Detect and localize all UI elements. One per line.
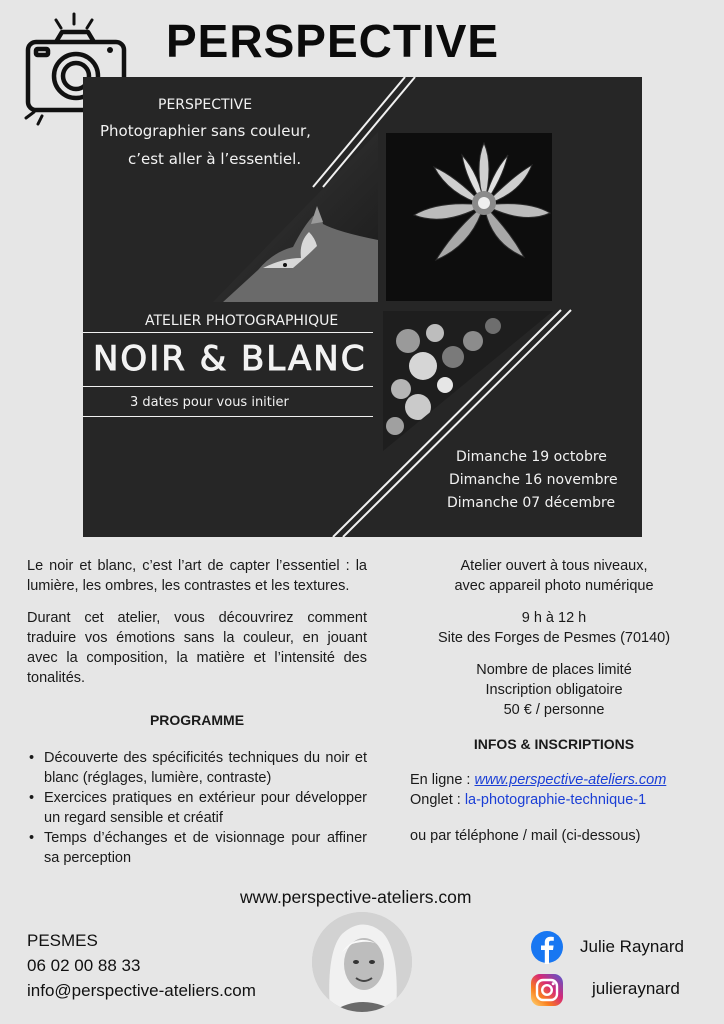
footer-website[interactable]: www.perspective-ateliers.com	[240, 887, 472, 907]
info-time: 9 h à 12 h	[521, 610, 587, 626]
facebook-name: Julie Raynard	[580, 937, 684, 956]
list-item: • Découverte des spécificités techniques du noir et blanc (réglages, lumière, contraste)	[27, 748, 367, 788]
online-line	[410, 770, 700, 790]
banner-tagline-line2: c’est aller à l’essentiel.	[128, 150, 302, 168]
banner-brand: PERSPECTIVE	[158, 97, 253, 113]
inscriptions-title: INFOS & INSCRIPTIONS	[473, 736, 635, 752]
instagram-name: julieraynard	[592, 979, 680, 998]
divider	[83, 416, 373, 417]
website-link[interactable]: www.perspective-ateliers.com	[474, 772, 667, 788]
phone-note: ou par téléphone / mail (ci-dessous)	[410, 828, 641, 844]
divider	[83, 386, 373, 387]
info-inscription: Inscription obligatoire	[485, 682, 623, 698]
banner-tagline-line1: Photographier sans couleur,	[100, 122, 311, 140]
description-paragraph: Le noir et blanc, c’est l’art de capter l’essentiel : la lumière, les ombres, les contrastes et les textures.	[27, 558, 367, 594]
banner-dates-intro: 3 dates pour vous initier	[130, 395, 289, 410]
banner-atelier: ATELIER PHOTOGRAPHIQUE	[145, 313, 339, 329]
diagonal-lines	[83, 77, 642, 537]
list-item: • Exercices pratiques en extérieur pour développer un regard sensible et créatif	[27, 788, 367, 828]
list-item: • Temps d’échanges et de visionnage pour affiner sa perception	[27, 828, 367, 868]
info-column	[410, 556, 700, 846]
contact-city: PESMES	[27, 931, 98, 950]
facebook-icon[interactable]	[530, 930, 564, 964]
contact-email[interactable]: info@perspective-ateliers.com	[27, 981, 256, 1000]
avatar	[312, 912, 412, 1012]
divider	[83, 332, 373, 333]
online-label: En ligne :	[410, 772, 475, 788]
banner-noir-blanc: NOIR & BLANC	[93, 339, 367, 379]
date-item: Dimanche 16 novembre	[449, 472, 618, 488]
contact-phone[interactable]: 06 02 00 88 33	[27, 956, 141, 975]
tab-line	[410, 790, 700, 810]
info-price: 50 € / personne	[503, 702, 605, 718]
info-open-line: avec appareil photo numérique	[454, 578, 654, 594]
page-title: PERSPECTIVE	[166, 15, 500, 67]
date-item: Dimanche 19 octobre	[456, 449, 607, 465]
event-banner	[83, 77, 642, 537]
tab-label: Onglet :	[410, 792, 465, 808]
info-site: Site des Forges de Pesmes (70140)	[437, 630, 671, 646]
info-open-line: Atelier ouvert à tous niveaux,	[460, 558, 648, 574]
info-places: Nombre de places limité	[476, 662, 632, 678]
instagram-icon[interactable]	[530, 973, 564, 1007]
date-item: Dimanche 07 décembre	[447, 495, 616, 511]
contact-block	[27, 928, 256, 1003]
description-column	[27, 556, 367, 868]
tab-value[interactable]: la-photographie-technique-1	[464, 792, 647, 808]
programme-title: PROGRAMME	[149, 712, 245, 728]
description-paragraph: Durant cet atelier, vous découvrirez comment traduire vos émotions sans la couleur, en jouant avec la composition, la matière et l’intensité des tonalités.	[27, 610, 367, 686]
programme-list	[27, 748, 367, 868]
